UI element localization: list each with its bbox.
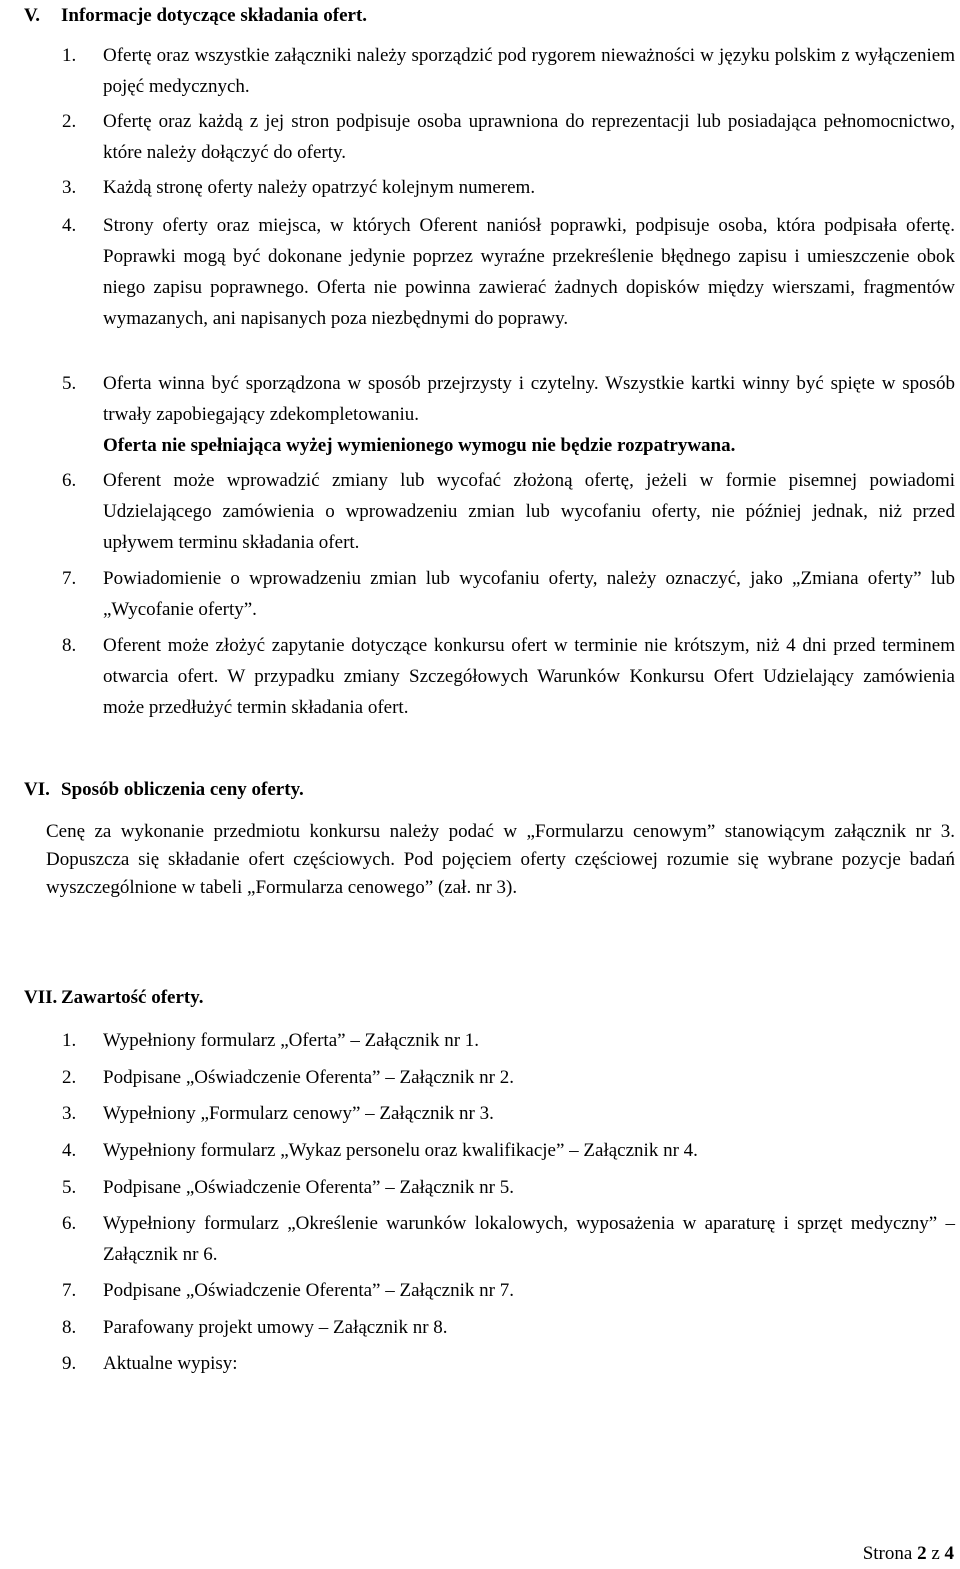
page-separator: z	[931, 1543, 940, 1564]
section-number: VI.	[24, 779, 50, 800]
section-number: V.	[24, 5, 41, 26]
list-item	[62, 1135, 955, 1166]
item-number: 7.	[62, 568, 77, 589]
item-text: Wypełniony formularz „Określenie warunków lokalowych, wyposażenia w aparaturę i sprzęt medyczny” – Załącznik nr 6.	[103, 1213, 955, 1265]
item-text: Podpisane „Oświadczenie Oferenta” – Załącznik nr 5.	[103, 1177, 514, 1198]
item-number: 7.	[62, 1280, 77, 1301]
page-number-footer	[863, 1542, 954, 1566]
list-item	[62, 172, 955, 203]
item-text-regular: Oferta winna być sporządzona w sposób przejrzysty i czytelny. Wszystkie kartki winny być spięte w sposób trwały zapobiegający zdekompletowaniu.	[103, 373, 955, 425]
list-item	[62, 630, 955, 723]
item-text: Każdą stronę oferty należy opatrzyć kolejnym numerem.	[103, 177, 536, 198]
list-item	[62, 465, 955, 558]
list-item	[62, 210, 955, 334]
item-text: Podpisane „Oświadczenie Oferenta” – Załącznik nr 2.	[103, 1067, 514, 1088]
list-item	[62, 1172, 955, 1203]
item-number: 1.	[62, 45, 77, 66]
item-text: Powiadomienie o wprowadzeniu zmian lub wycofaniu oferty, należy oznaczyć, jako „Zmiana oferty” lub „Wycofanie oferty”.	[103, 568, 955, 620]
item-text: Strony oferty oraz miejsca, w których Oferent naniósł poprawki, podpisuje osoba, która podpisała ofertę. Poprawki mogą być dokonane jedynie poprzez wyraźne przekreślenie błędnego zapisu i umieszczenie obok niego zapisu poprawnego. Oferta nie powinna zawierać żadnych dopisków między wierszami, fragmentów wymazanych, ani napisanych poza niezbędnymi do poprawy.	[103, 215, 955, 329]
section-heading-vi	[24, 776, 304, 804]
list-item	[62, 1025, 955, 1056]
item-number: 2.	[62, 1067, 77, 1088]
list-item	[62, 1098, 955, 1129]
page-label: Strona	[862, 1543, 913, 1564]
item-number: 4.	[62, 215, 77, 236]
section-title: Informacje dotyczące składania ofert.	[61, 5, 368, 26]
list-item	[62, 563, 955, 625]
list-item	[62, 1348, 955, 1379]
item-number: 2.	[62, 111, 77, 132]
item-text	[103, 368, 955, 461]
item-number: 4.	[62, 1140, 77, 1161]
item-number: 5.	[62, 1177, 77, 1198]
list-item	[62, 106, 955, 168]
item-text: Aktualne wypisy:	[103, 1353, 238, 1374]
item-text: Wypełniony formularz „Wykaz personelu oraz kwalifikacje” – Załącznik nr 4.	[103, 1140, 698, 1161]
section-paragraph: Cenę za wykonanie przedmiotu konkursu należy podać w „Formularzu cenowym” stanowiącym załącznik nr 3. Dopuszcza się składanie ofert częściowych. Pod pojęciem oferty częściowej rozumie się wybrane pozycje badań wyszczególnione w tabeli „Formularza cenowego” (zał. nr 3).	[46, 821, 955, 898]
item-number: 9.	[62, 1353, 77, 1374]
item-number: 1.	[62, 1030, 77, 1051]
item-text-bold: Oferta nie spełniająca wyżej wymienionego wymogu nie będzie rozpatrywana.	[103, 435, 736, 456]
section-heading-v	[24, 2, 367, 30]
list-item	[62, 40, 955, 102]
item-number: 8.	[62, 1317, 77, 1338]
item-text: Podpisane „Oświadczenie Oferenta” – Załącznik nr 7.	[103, 1280, 514, 1301]
item-number: 3.	[62, 1103, 77, 1124]
total-pages: 4	[944, 1543, 954, 1564]
list-item	[62, 1275, 955, 1306]
item-text: Oferent może złożyć zapytanie dotyczące konkursu ofert w terminie nie krótszym, niż 4 dni przed terminem otwarcia ofert. W przypadku zmiany Szczegółowych Warunków Konkursu Ofert Udzielający zamówienia może przedłużyć termin składania ofert.	[103, 635, 955, 718]
section-title: Sposób obliczenia ceny oferty.	[61, 779, 304, 800]
item-number: 5.	[62, 373, 77, 394]
item-text: Wypełniony formularz „Oferta” – Załącznik nr 1.	[103, 1030, 480, 1051]
list-item	[62, 1312, 955, 1343]
item-text: Wypełniony „Formularz cenowy” – Załącznik nr 3.	[103, 1103, 494, 1124]
list-item	[62, 1208, 955, 1270]
item-number: 6.	[62, 470, 77, 491]
item-number: 3.	[62, 177, 77, 198]
item-text: Ofertę oraz każdą z jej stron podpisuje osoba uprawniona do reprezentacji lub posiadająca pełnomocnictwo, które należy dołączyć do oferty.	[103, 111, 955, 163]
item-number: 8.	[62, 635, 77, 656]
item-text: Ofertę oraz wszystkie załączniki należy sporządzić pod rygorem nieważności w języku polskim z wyłączeniem pojęć medycznych.	[103, 45, 955, 97]
current-page: 2	[917, 1543, 927, 1564]
item-text: Oferent może wprowadzić zmiany lub wycofać złożoną ofertę, jeżeli w formie pisemnej powiadomi Udzielającego zamówienia o wprowadzeniu zmian lub wycofaniu oferty, nie później jednak, niż przed upływem terminu składania ofert.	[103, 470, 955, 553]
section-heading-vii	[24, 984, 203, 1012]
item-number: 6.	[62, 1213, 77, 1234]
section-title: Zawartość oferty.	[61, 987, 204, 1008]
item-text: Parafowany projekt umowy – Załącznik nr 8.	[103, 1317, 448, 1338]
list-item	[62, 368, 955, 461]
section-number: VII.	[24, 987, 58, 1008]
list-item	[62, 1062, 955, 1093]
